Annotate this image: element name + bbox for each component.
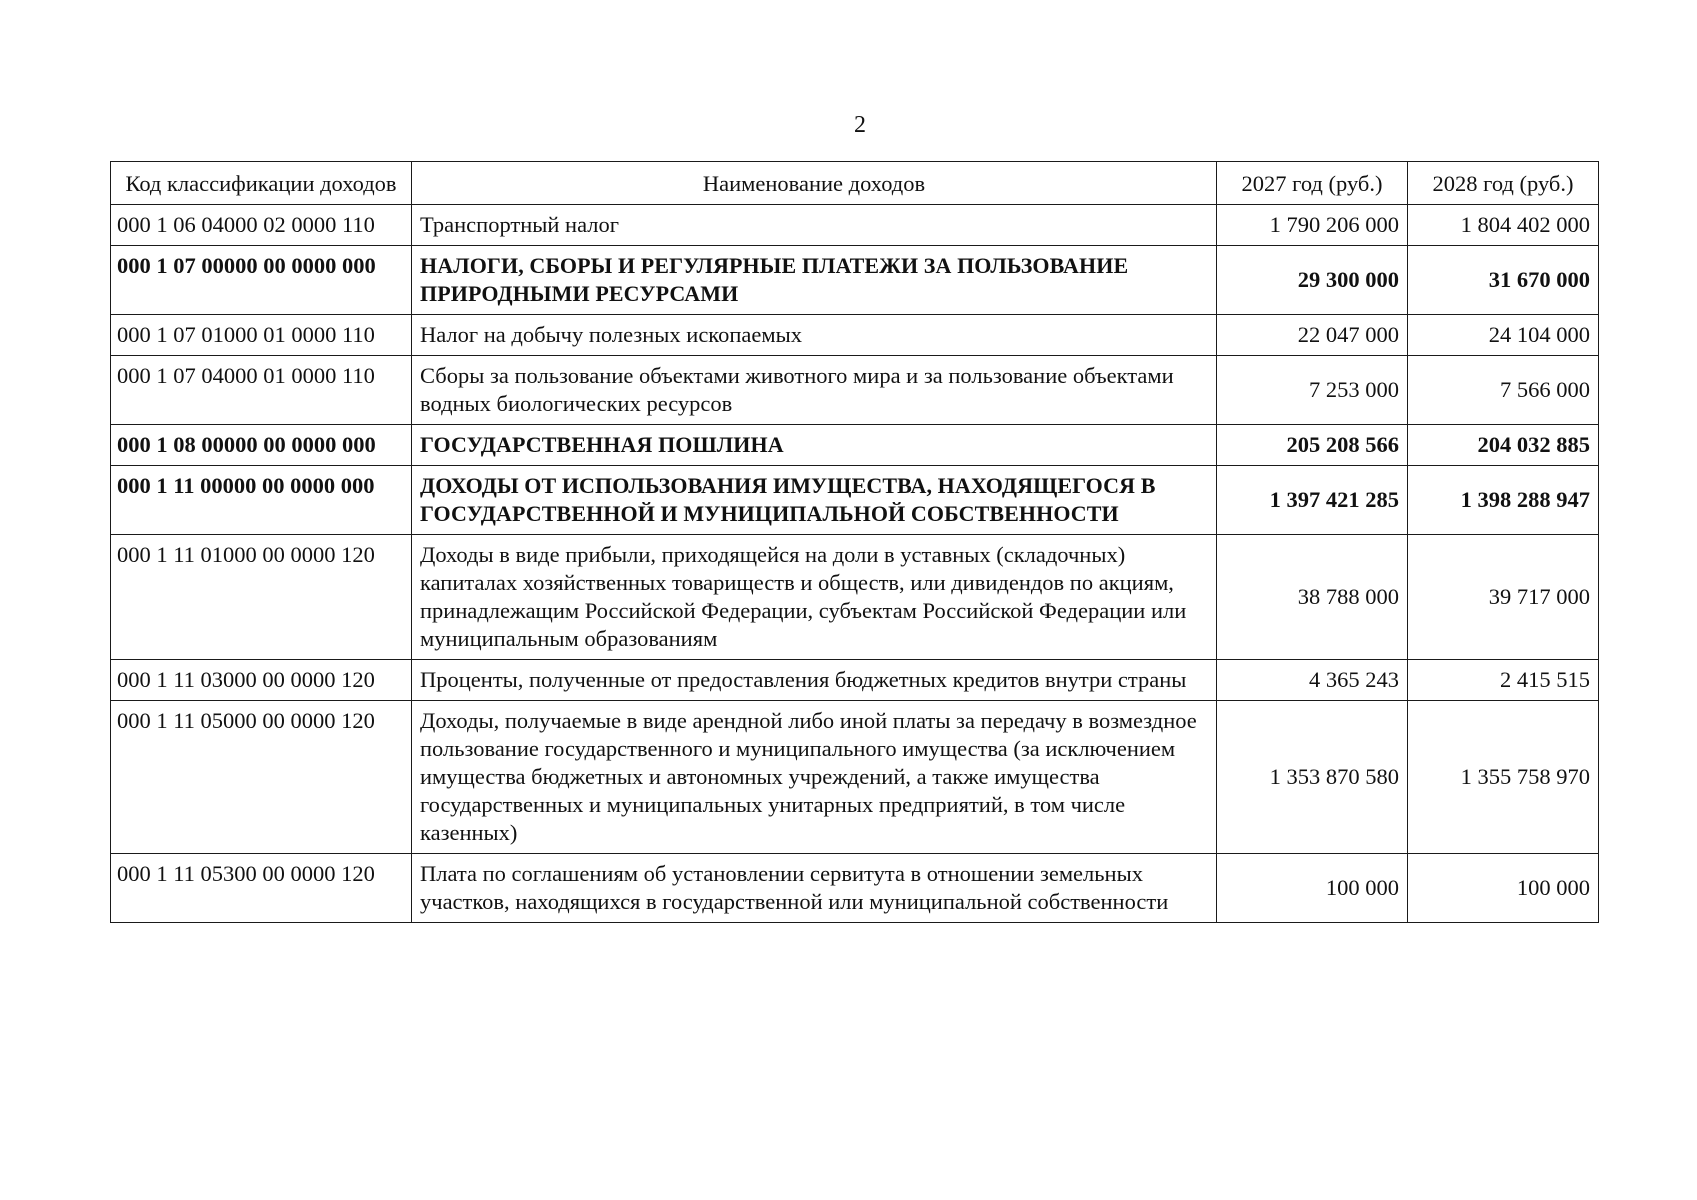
value-2027-cell: 4 365 243: [1217, 660, 1408, 701]
value-2027-cell: 1 397 421 285: [1217, 466, 1408, 535]
name-cell: ГОСУДАРСТВЕННАЯ ПОШЛИНА: [412, 425, 1217, 466]
header-2027: 2027 год (руб.): [1217, 162, 1408, 205]
value-2028-cell: 39 717 000: [1408, 535, 1599, 660]
code-cell: 000 1 11 05300 00 0000 120: [111, 854, 412, 923]
code-cell: 000 1 11 00000 00 0000 000: [111, 466, 412, 535]
code-cell: 000 1 11 01000 00 0000 120: [111, 535, 412, 660]
value-2028-cell: 31 670 000: [1408, 246, 1599, 315]
value-2027-cell: 1 790 206 000: [1217, 205, 1408, 246]
name-cell: Доходы в виде прибыли, приходящейся на доли в уставных (складочных) капиталах хозяйственных товариществ и обществ, или дивидендов по акциям, принадлежащим Российской Федерации, субъектам Российской Федерации или муниципальным образованиям: [412, 535, 1217, 660]
name-cell: Плата по соглашениям об установлении сервитута в отношении земельных участков, находящихся в государственной или муниципальной собственности: [412, 854, 1217, 923]
name-cell: ДОХОДЫ ОТ ИСПОЛЬЗОВАНИЯ ИМУЩЕСТВА, НАХОДЯЩЕГОСЯ В ГОСУДАРСТВЕННОЙ И МУНИЦИПАЛЬНОЙ СОБСТВЕННОСТИ: [412, 466, 1217, 535]
value-2028-cell: 1 355 758 970: [1408, 701, 1599, 854]
value-2027-cell: 7 253 000: [1217, 356, 1408, 425]
code-cell: 000 1 08 00000 00 0000 000: [111, 425, 412, 466]
header-2028: 2028 год (руб.): [1408, 162, 1599, 205]
table-row: [111, 466, 1599, 535]
table-row: [111, 356, 1599, 425]
table-row: [111, 660, 1599, 701]
name-cell: Налог на добычу полезных ископаемых: [412, 315, 1217, 356]
value-2027-cell: 29 300 000: [1217, 246, 1408, 315]
table-row: [111, 854, 1599, 923]
table-row: [111, 701, 1599, 854]
value-2028-cell: 1 398 288 947: [1408, 466, 1599, 535]
table-header-row: [111, 162, 1599, 205]
name-cell: Транспортный налог: [412, 205, 1217, 246]
value-2027-cell: 100 000: [1217, 854, 1408, 923]
table-row: [111, 205, 1599, 246]
table-body: [111, 205, 1599, 923]
name-cell: Проценты, полученные от предоставления бюджетных кредитов внутри страны: [412, 660, 1217, 701]
value-2028-cell: 100 000: [1408, 854, 1599, 923]
value-2027-cell: 1 353 870 580: [1217, 701, 1408, 854]
value-2028-cell: 24 104 000: [1408, 315, 1599, 356]
value-2028-cell: 1 804 402 000: [1408, 205, 1599, 246]
revenue-table: [110, 161, 1599, 923]
value-2028-cell: 7 566 000: [1408, 356, 1599, 425]
name-cell: Сборы за пользование объектами животного мира и за пользование объектами водных биологических ресурсов: [412, 356, 1217, 425]
code-cell: 000 1 11 05000 00 0000 120: [111, 701, 412, 854]
value-2027-cell: 22 047 000: [1217, 315, 1408, 356]
value-2027-cell: 38 788 000: [1217, 535, 1408, 660]
header-name: Наименование доходов: [412, 162, 1217, 205]
table-row: [111, 535, 1599, 660]
code-cell: 000 1 06 04000 02 0000 110: [111, 205, 412, 246]
code-cell: 000 1 07 01000 01 0000 110: [111, 315, 412, 356]
table-row: [111, 315, 1599, 356]
page-number: 2: [854, 112, 866, 138]
header-code: Код классификации доходов: [111, 162, 412, 205]
table-row: [111, 246, 1599, 315]
table-row: [111, 425, 1599, 466]
code-cell: 000 1 11 03000 00 0000 120: [111, 660, 412, 701]
value-2028-cell: 204 032 885: [1408, 425, 1599, 466]
name-cell: Доходы, получаемые в виде арендной либо иной платы за передачу в возмездное пользование государственного и муниципального имущества (за исключением имущества бюджетных и автономных учреждений, а также имущества государственных и муниципальных унитарных предприятий, в том числе казенных): [412, 701, 1217, 854]
value-2027-cell: 205 208 566: [1217, 425, 1408, 466]
value-2028-cell: 2 415 515: [1408, 660, 1599, 701]
code-cell: 000 1 07 00000 00 0000 000: [111, 246, 412, 315]
code-cell: 000 1 07 04000 01 0000 110: [111, 356, 412, 425]
name-cell: НАЛОГИ, СБОРЫ И РЕГУЛЯРНЫЕ ПЛАТЕЖИ ЗА ПОЛЬЗОВАНИЕ ПРИРОДНЫМИ РЕСУРСАМИ: [412, 246, 1217, 315]
